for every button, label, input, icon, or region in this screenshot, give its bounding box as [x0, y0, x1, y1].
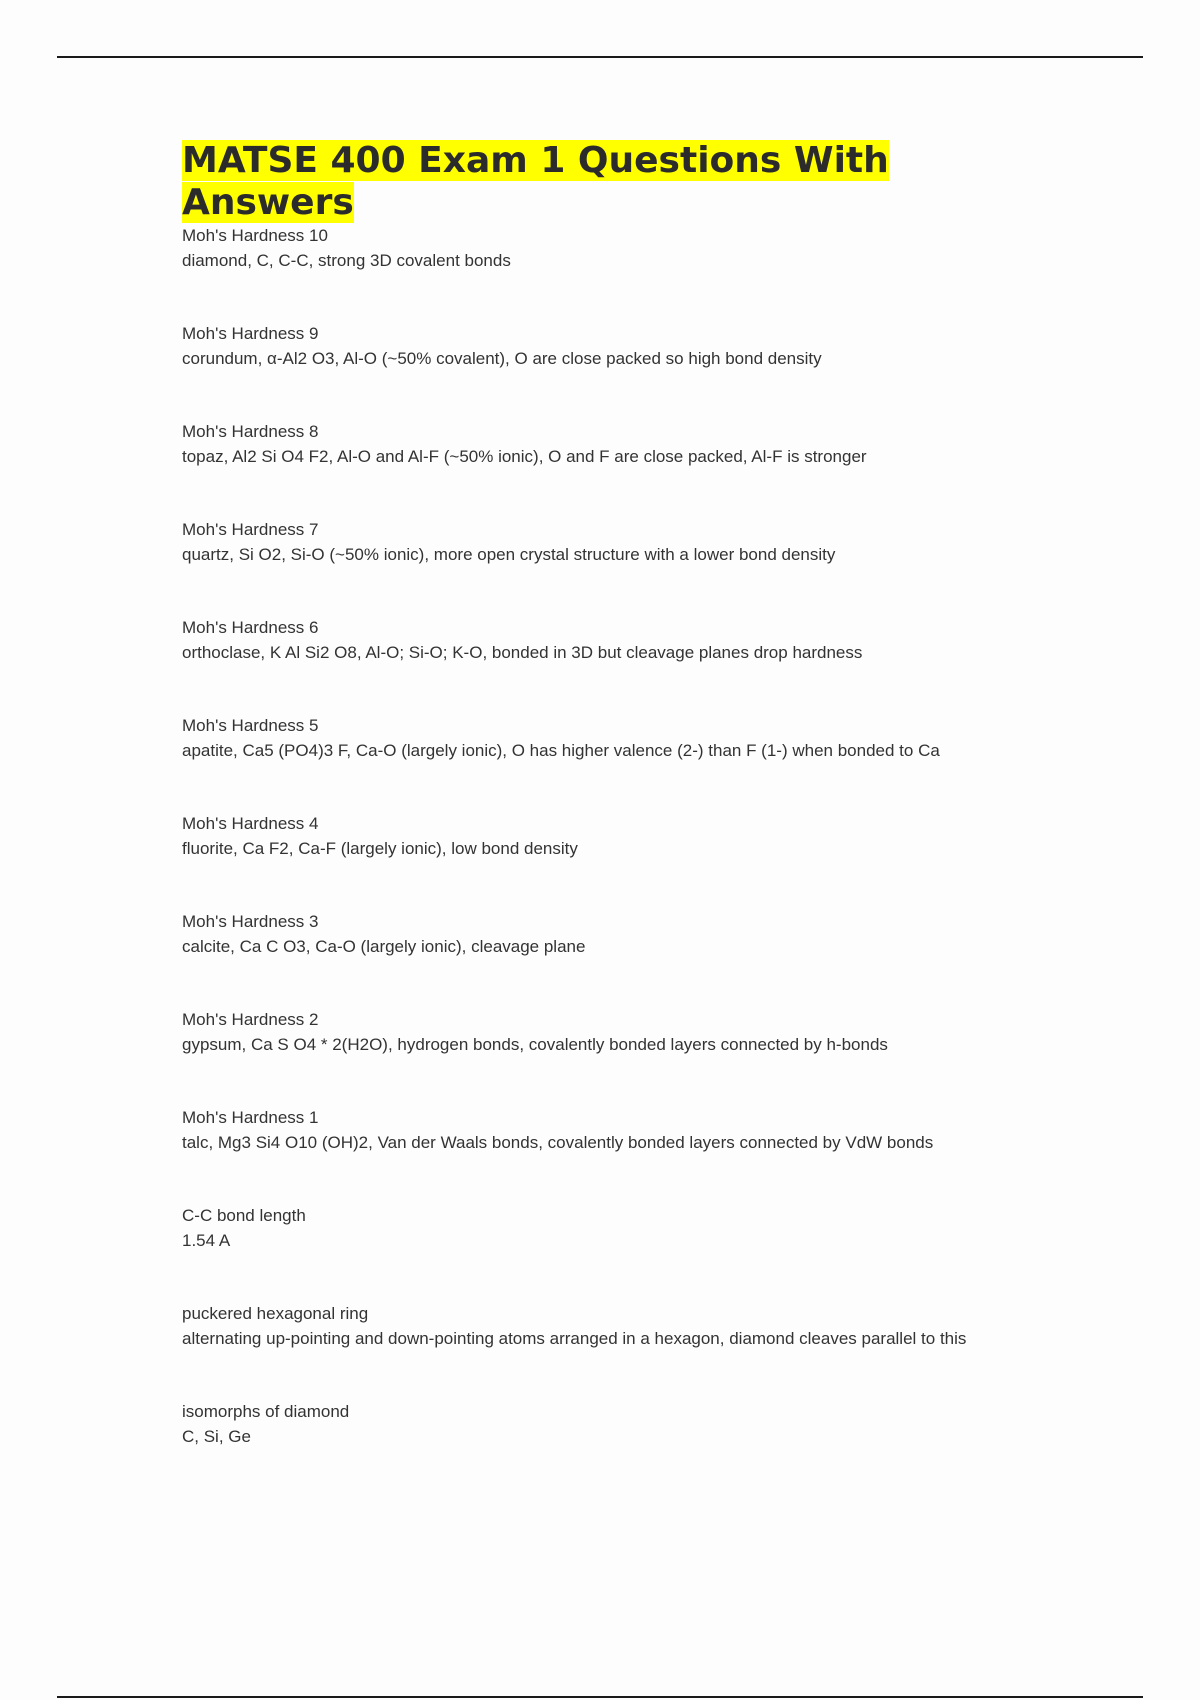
qa-item — [182, 812, 1022, 861]
qa-answer: apatite, Ca5 (PO4)3 F, Ca-O (largely ionic), O has higher valence (2-) than F (1-) when bonded to Ca — [182, 740, 940, 760]
qa-question: puckered hexagonal ring — [182, 1304, 369, 1323]
qa-question: Moh's Hardness 8 — [182, 422, 319, 441]
qa-answer: topaz, Al2 Si O4 F2, Al-O and Al-F (~50% ionic), O and F are close packed, Al-F is stronger — [182, 446, 867, 466]
qa-question: Moh's Hardness 1 — [182, 1108, 319, 1127]
qa-answer: gypsum, Ca S O4 * 2(H2O), hydrogen bonds, covalently bonded layers connected by h-bonds — [182, 1034, 888, 1054]
qa-item — [182, 1302, 1022, 1351]
qa-item — [182, 322, 1022, 371]
qa-answer: diamond, C, C-C, strong 3D covalent bonds — [182, 250, 511, 270]
qa-answer: orthoclase, K Al Si2 O8, Al-O; Si-O; K-O, bonded in 3D but cleavage planes drop hardness — [182, 642, 863, 662]
qa-item — [182, 1204, 1022, 1253]
document-body — [182, 140, 1022, 1449]
qa-question: Moh's Hardness 2 — [182, 1010, 319, 1029]
qa-question: Moh's Hardness 5 — [182, 716, 319, 735]
qa-answer: 1.54 A — [182, 1230, 231, 1250]
qa-answer: fluorite, Ca F2, Ca-F (largely ionic), low bond density — [182, 838, 578, 858]
qa-question: Moh's Hardness 4 — [182, 814, 319, 833]
title-highlight: MATSE 400 Exam 1 Questions With Answers — [182, 140, 889, 223]
qa-question: Moh's Hardness 9 — [182, 324, 319, 343]
qa-item — [182, 1008, 1022, 1057]
qa-item — [182, 910, 1022, 959]
qa-item — [182, 224, 1022, 273]
bottom-rule — [57, 1696, 1143, 1698]
document-title — [182, 140, 1022, 224]
qa-item — [182, 1106, 1022, 1155]
qa-answer: calcite, Ca C O3, Ca-O (largely ionic), cleavage plane — [182, 936, 586, 956]
qa-item — [182, 1400, 1022, 1449]
qa-question: Moh's Hardness 6 — [182, 618, 319, 637]
qa-answer: alternating up-pointing and down-pointing atoms arranged in a hexagon, diamond cleaves parallel to this — [182, 1328, 967, 1348]
qa-answer: corundum, α-Al2 O3, Al-O (~50% covalent), O are close packed so high bond density — [182, 348, 822, 368]
qa-question: C-C bond length — [182, 1206, 306, 1225]
qa-list — [182, 224, 1022, 1449]
qa-answer: C, Si, Ge — [182, 1426, 251, 1446]
qa-question: Moh's Hardness 3 — [182, 912, 319, 931]
qa-question: isomorphs of diamond — [182, 1402, 350, 1421]
top-rule — [57, 56, 1143, 58]
qa-question: Moh's Hardness 7 — [182, 520, 319, 539]
qa-item — [182, 420, 1022, 469]
qa-item — [182, 714, 1022, 763]
qa-item — [182, 616, 1022, 665]
qa-answer: talc, Mg3 Si4 O10 (OH)2, Van der Waals bonds, covalently bonded layers connected by VdW bonds — [182, 1132, 934, 1152]
qa-answer: quartz, Si O2, Si-O (~50% ionic), more open crystal structure with a lower bond density — [182, 544, 836, 564]
qa-question: Moh's Hardness 10 — [182, 226, 328, 245]
qa-item — [182, 518, 1022, 567]
